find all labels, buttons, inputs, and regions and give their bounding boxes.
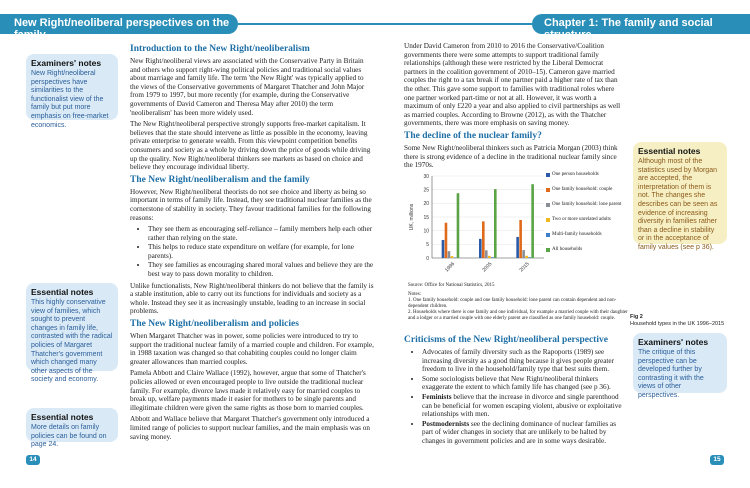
legend-label: One family household: lone parent	[552, 202, 622, 207]
list-item: • Postmodernists see the declining dominance of nuclear families as part of wider changes in society that are unlikely to be halted by changes in government policies and are in some ways desirable.	[422, 420, 626, 446]
chart-note-2: 2. Households where there is one family and one individual, for example a married couple with their daughter and a lodger or a married couple with one elderly parent are classified as one family household: couple.	[408, 310, 628, 321]
paragraph: Under David Cameron from 2010 to 2016 the Conservative/Coalition governments there were some attempts to support traditional family relationships (although these were restricted by the Liberal Democrat partners in the coalition government of 2010–15). Cameron gave married couples the right to a tax break if one partner paid a higher rate of tax than the other. This gave some support to families with traditional roles where one partner worked part-time or not at all. However, it was worth a maximum of only £220 a year and also applied to civil partnerships as well as married couples. According to Browne (2012), as with the Thatcher governments, there was more emphasis on saving money.	[404, 42, 621, 128]
criticisms-list	[422, 348, 626, 446]
paragraph: Abbott and Wallace believe that Margaret Thatcher's government only introduced a limited range of policies to support nuclear families, and the main emphasis was on saving money.	[130, 415, 370, 441]
chart-source	[408, 283, 628, 322]
legend-item	[546, 232, 626, 238]
paragraph: The New Right/neoliberal perspective strongly supports free-market capitalism. It believes that the state should intervene as little as possible in the economy, leaving private enterprise to generate wealth. From this viewpoint competition benefits consumers and society as a whole by driving down the price of goods while driving up the quality. New Right/neoliberal thinkers see markets as based on choice and believe they encourage individual liberty.	[130, 120, 371, 172]
note-body: Although most of the statistics used by Morgan are accepted, the interpretation of them is not. The changes she describes can be seen as evidence of increasing diversity in families rather than a decline in stability or in the acceptance of family values (see p 36).	[638, 158, 718, 251]
bold-term: Feminists	[422, 392, 452, 401]
y-tick-label: 15	[423, 214, 429, 221]
heading-family: The New Right/neoliberalism and the family	[130, 174, 310, 185]
essential-note-2	[26, 408, 118, 449]
source-text: Source: Office for National Statistics, 2015	[408, 283, 495, 288]
bar	[448, 251, 451, 258]
y-tick-label: 10	[423, 228, 429, 235]
bold-term: Postmodernists	[422, 419, 470, 428]
legend-item	[546, 187, 626, 193]
examiners-note-1	[26, 54, 118, 129]
list-item: • Feminists believe that the increase in divorce and single parenthood can be beneficial for women escaping violent, abusive or exploitative relationships with men.	[422, 393, 626, 419]
note-body: New Right/neoliberal perspectives have similarities to the functionalist view of the family but put more emphasis on free-market economics.	[31, 70, 109, 129]
bar	[445, 223, 448, 258]
note-body: More details on family policies can be found on page 24.	[31, 424, 107, 449]
legend-label: Multi-family households	[552, 232, 602, 237]
y-tick-label: 30	[423, 173, 429, 180]
paragraph: New Right/neoliberal views are associated with the Conservative Party in Britain and others who support right-wing political policies and traditional social values about marriage and family life. The term 'the New Right' was typically applied to the views of the Conservative governments of Margaret Thatcher and John Major from 1979 to 1997, but more recently (for example, during the Conservative governments of David Cameron and Theresa May after 2010) the term 'neoliberalism' has been more widely used.	[130, 57, 365, 117]
heading-policies: The New Right/neoliberalism and policies	[130, 319, 299, 330]
x-tick-label: 2015	[518, 261, 531, 274]
paragraph: Unlike functionalists, New Right/neoliberal thinkers do not believe that the family is a stable institution, able to carry out its functions for individuals and society as a whole. Instead they see it as increasingly unstable, leading to an increase in social problems.	[130, 281, 374, 316]
heading-decline: The decline of the nuclear family?	[404, 130, 542, 141]
note-body: This highly conservative view of families, which sought to prevent changes in family life, contrasted with the radical policies of Margaret Thatcher's government which changed many other aspects of the society and economy.	[31, 299, 113, 384]
note-title: Examiners' notes	[31, 58, 102, 68]
header-rule	[238, 23, 532, 25]
list-item: • They see them as encouraging self-reliance – family members help each other rather than relying on the state.	[148, 225, 374, 242]
chapter-title-tab: Chapter 1: The family and social structure	[532, 14, 750, 34]
bar	[491, 257, 494, 258]
legend-swatch	[546, 218, 550, 222]
y-axis-label: UK, millions	[409, 203, 415, 231]
notes-label: Notes:	[408, 292, 422, 297]
note-title: Essential notes	[31, 412, 94, 422]
bar	[485, 250, 488, 258]
note-title: Essential notes	[638, 146, 701, 156]
note-title: Examiners' notes	[638, 337, 709, 347]
bar	[525, 256, 528, 258]
heading-intro: Introduction to the New Right/neoliberalism	[130, 44, 310, 54]
legend-swatch	[546, 233, 550, 237]
y-tick-label: 20	[423, 201, 429, 208]
bar	[488, 256, 491, 258]
legend-item	[546, 172, 626, 178]
figure-caption-text: Household types in the UK 1996–2015	[630, 320, 725, 327]
list-item: • They see families as encouraging shared moral values and believe they are the best way to pass down morality to children.	[148, 261, 374, 278]
list-item: • Advocates of family diversity such as the Rapoports (1989) see increasing diversity as a good thing because it gives people greater freedom to live in the household/family type that best suits them.	[422, 348, 626, 374]
bar	[516, 237, 519, 258]
section-title-tab: New Right/neoliberal perspectives on the family	[0, 14, 238, 34]
y-tick-label: 5	[426, 242, 429, 249]
bullet-list	[148, 225, 374, 279]
y-tick-label: 25	[423, 187, 429, 194]
bar	[479, 239, 482, 258]
right-column-bottom	[404, 333, 626, 449]
essential-note-3	[633, 142, 727, 251]
legend-label: Two or more unrelated adults	[552, 217, 611, 222]
bar	[531, 184, 534, 258]
heading-criticisms: Criticisms of the New Right/neoliberal perspective	[404, 335, 608, 345]
paragraph: Pamela Abbott and Claire Wallace (1992), however, argue that some of Thatcher's policies allowed or even encouraged people to live outside the traditional nuclear family. For example, divorce laws made it relatively easy for married couples to break up, welfare payments made it easier for mothers to be single parents and illegitimate children were given the same rights as those born to married couples.	[130, 369, 366, 412]
legend-item	[546, 247, 626, 253]
legend-label: One family household: couple	[552, 187, 613, 192]
figure-label: Fig 2	[630, 314, 643, 320]
bar	[442, 240, 445, 258]
bar	[457, 193, 460, 258]
paragraph: However, New Right/neoliberal theorists do not see choice and liberty as being so important in terms of family life. Instead, they see traditional nuclear families as the cornerstone of stability in society. They favour traditional families for the following reasons:	[130, 187, 372, 222]
paragraph: Some New Right/neoliberal thinkers such as Patricia Morgan (2003) think there is strong evidence of a decline in the traditional nuclear family since the 1970s.	[404, 143, 618, 170]
figure-caption	[630, 314, 724, 327]
page-number-right: 15	[710, 455, 724, 465]
right-column-top	[404, 42, 626, 173]
essential-note-1	[26, 283, 118, 384]
bar	[454, 257, 457, 258]
bar	[519, 220, 522, 258]
chart-legend	[546, 172, 626, 262]
legend-label: All households	[552, 247, 583, 252]
legend-label: One person households	[552, 172, 599, 177]
paragraph: When Margaret Thatcher was in power, some policies were introduced to try to support the traditional nuclear family of a married couple and children. For example, in 1988 taxation was changed so that cohabiting couples could no longer claim greater allowances than married couples.	[130, 332, 374, 366]
legend-item	[546, 202, 626, 208]
bar	[522, 250, 525, 258]
legend-item	[546, 217, 626, 223]
bar	[494, 189, 497, 258]
examiners-note-2	[633, 333, 727, 399]
bar	[528, 257, 531, 258]
note-body: The critique of this perspective can be developed further by contrasting it with the views of other perspectives.	[638, 349, 704, 399]
list-item: • Some sociologists believe that New Right/neoliberal thinkers exaggerate the extent to which family life has changed (see p 36).	[422, 375, 626, 392]
chart-note-1: 1. One family household: couple and one family household: lone parent can contain dependent and non-dependent children.	[408, 298, 617, 309]
legend-swatch	[546, 188, 550, 192]
legend-swatch	[546, 173, 550, 177]
page-header	[0, 0, 750, 46]
page-number-left: 14	[26, 455, 40, 465]
bar	[482, 221, 485, 258]
legend-swatch	[546, 248, 550, 252]
bar	[451, 256, 454, 258]
y-tick-label: 0	[426, 255, 429, 262]
list-item: • This helps to reduce state expenditure on welfare (for example, for lone parents).	[148, 243, 374, 260]
left-column	[130, 42, 374, 444]
legend-swatch	[546, 203, 550, 207]
note-title: Essential notes	[31, 287, 94, 297]
x-tick-label: 1996	[443, 261, 457, 274]
x-tick-label: 2005	[481, 261, 494, 274]
